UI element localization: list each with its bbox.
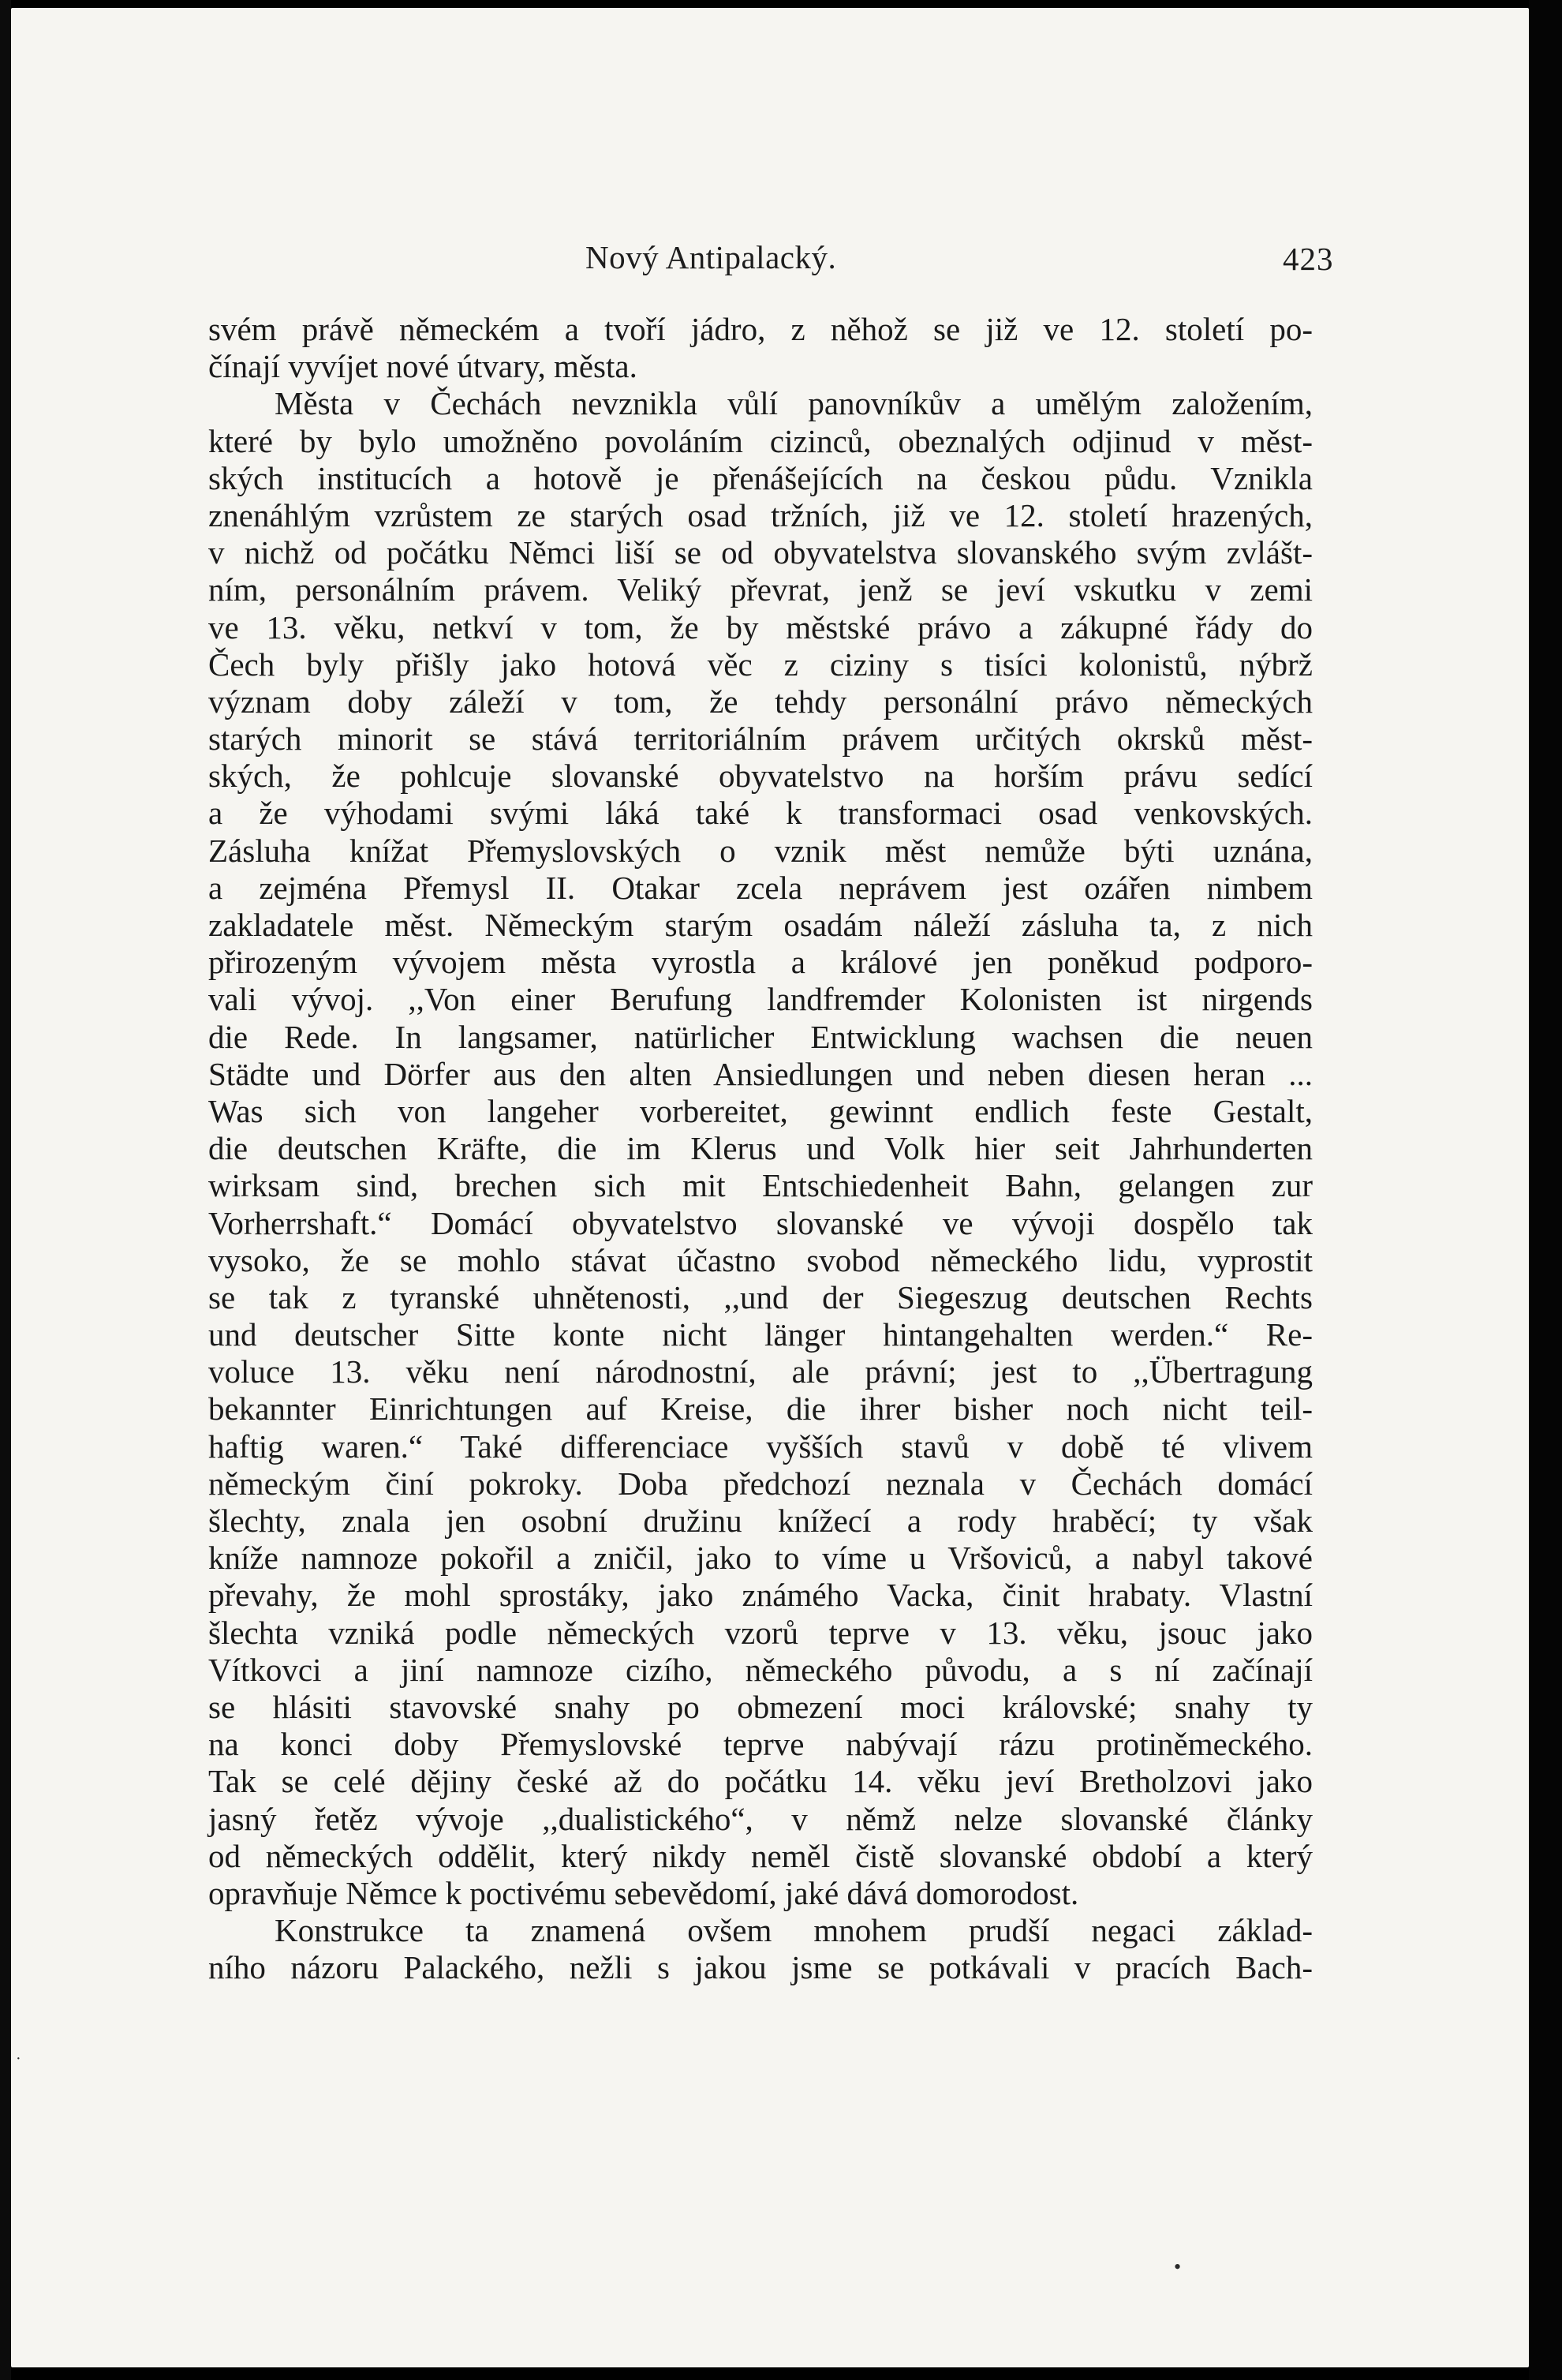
left-scan-border [0, 0, 11, 2380]
text-line: svém právě německém a tvoří jádro, z něhož se již ve 12. století po- [208, 311, 1313, 347]
text-line: vysoko, že se mohlo stávat účastno svobod německého lidu, vyprostit [208, 1241, 1313, 1278]
text-line: Was sich von langeher vorbereitet, gewinnt endlich feste Gestalt, [208, 1092, 1313, 1129]
text-line: Konstrukce ta znamená ovšem mnohem prudší negaci základ- [275, 1912, 1313, 1949]
text-line: ního názoru Palackého, nežli s jakou jsme se potkávali v pracích Bach- [208, 1949, 1313, 1986]
text-line: šlechta vzniká podle německých vzorů teprve v 13. věku, jsouc jako [208, 1614, 1313, 1651]
text-line: Städte und Dörfer aus den alten Ansiedlungen und neben diesen heran ... [208, 1055, 1313, 1092]
text-line: wirksam sind, brechen sich mit Entschiedenheit Bahn, gelangen zur [208, 1167, 1313, 1204]
text-line: vali vývoj. ,,Von einer Berufung landfremder Kolonisten ist nirgends [208, 981, 1313, 1018]
text-line: Zásluha knížat Přemyslovských o vznik měst nemůže býti uznána, [208, 832, 1313, 869]
text-line: die Rede. In langsamer, natürlicher Entwicklung wachsen die neuen [208, 1018, 1313, 1055]
text-line: které by bylo umožněno povoláním cizinců, obeznalých odjinud v měst- [208, 422, 1313, 459]
text-line: znenáhlým vzrůstem ze starých osad tržních, již ve 12. století hrazených, [208, 496, 1313, 533]
text-line: opravňuje Němce k poctivému sebevědomí, jaké dává domorodost. [208, 1874, 1079, 1911]
text-line: německým činí pokroky. Doba předchozí neznala v Čechách domácí [208, 1465, 1313, 1502]
text-line: ských institucích a hotově je přenášejících na českou půdu. Vznikla [208, 459, 1313, 496]
text-line: od německých oddělit, který nikdy neměl čistě slovanské období a který [208, 1837, 1313, 1874]
text-line: Tak se celé dějiny české až do počátku 14. věku jeví Bretholzovi jako [208, 1763, 1313, 1800]
running-title: Nový Antipalacký. [585, 239, 837, 275]
text-line: Vítkovci a jiní namnoze cizího, německého původu, a s ní začínají [208, 1651, 1313, 1688]
text-line: na konci doby Přemyslovské teprve nabývají rázu protiněmeckého. [208, 1726, 1313, 1763]
text-line: převahy, že mohl sprostáky, jako známého Vacka, činit hrabaty. Vlastní [208, 1577, 1313, 1614]
margin-speck: · [16, 2050, 21, 2068]
text-line: bekannter Einrichtungen auf Kreise, die ihrer bisher noch nicht teil- [208, 1390, 1313, 1428]
text-line: starých minorit se stává territoriálním právem určitých okrsků měst- [208, 720, 1313, 758]
book-page [11, 8, 1529, 2367]
text-line: Vorherrshaft.“ Domácí obyvatelstvo slovanské ve vývoji dospělo tak [208, 1204, 1313, 1241]
body-text [208, 311, 1313, 1986]
text-line: kníže namnoze pokořil a zničil, jako to víme u Vršoviců, a nabyl takové [208, 1540, 1313, 1577]
page-speck: • [1174, 2255, 1182, 2278]
text-line: šlechty, znala jen osobní družinu knížecí a rody hraběcí; ty však [208, 1502, 1313, 1539]
text-line: zakladatele měst. Německým starým osadám náleží zásluha ta, z nich [208, 907, 1313, 943]
page-header [11, 238, 1529, 286]
text-line: ve 13. věku, netkví v tom, že by městské právo a zákupné řády do [208, 608, 1313, 646]
text-line: Čech byly přišly jako hotová věc z ciziny s tisíci kolonistů, nýbrž [208, 646, 1313, 683]
text-line: voluce 13. věku není národnostní, ale právní; jest to ,,Übertragung [208, 1353, 1313, 1390]
text-line: se hlásiti stavovské snahy po obmezení moci královské; snahy ty [208, 1688, 1313, 1725]
right-scan-edge [1529, 0, 1562, 2380]
text-line: die deutschen Kräfte, die im Klerus und Volk hier seit Jahrhunderten [208, 1130, 1313, 1167]
text-line: a zejména Přemysl II. Otakar zcela neprávem jest ozářen nimbem [208, 869, 1313, 906]
text-line: význam doby záleží v tom, že tehdy personální právo německých [208, 683, 1313, 720]
text-line: se tak z tyranské uhnětenosti, ,,und der Siegeszug deutschen Rechts [208, 1278, 1313, 1315]
text-line: und deutscher Sitte konte nicht länger hintangehalten werden.“ Re- [208, 1316, 1313, 1353]
text-line: Města v Čechách nevznikla vůlí panovníkův a umělým založením, [275, 385, 1313, 422]
text-line: přirozeným vývojem města vyrostla a králové jen poněkud podporo- [208, 944, 1313, 981]
text-line: ním, personálním právem. Veliký převrat, jenž se jeví vskutku v zemi [208, 571, 1313, 608]
page-number: 423 [1283, 241, 1334, 277]
text-line: čínají vyvíjet nové útvary, města. [208, 348, 637, 385]
text-line: a že výhodami svými láká také k transformaci osad venkovských. [208, 795, 1313, 832]
text-line: ských, že pohlcuje slovanské obyvatelstvo na horším právu sedící [208, 758, 1313, 795]
text-line: v nichž od počátku Němci liší se od obyvatelstva slovanského svým zvlášt- [208, 534, 1313, 571]
text-line: jasný řetěz vývoje ,,dualistického“, v němž nelze slovanské články [208, 1800, 1313, 1837]
text-line: haftig waren.“ Také differenciace vyšších stavů v době té vlivem [208, 1428, 1313, 1465]
